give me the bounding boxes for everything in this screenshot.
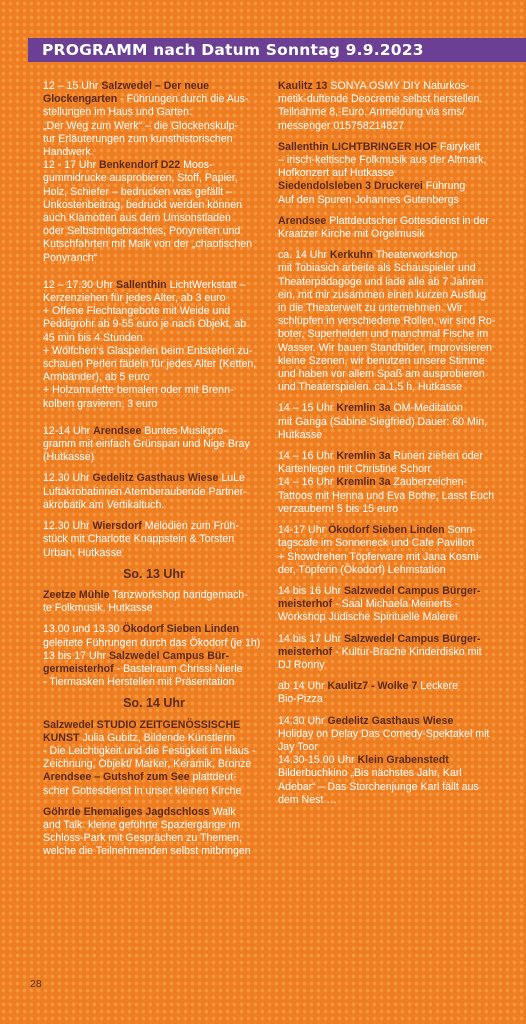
entry-line — [278, 503, 500, 516]
venue-name: Zeetze Mühle — [43, 588, 110, 601]
program-entry — [43, 806, 265, 859]
entry-text: Bio-Pizza — [278, 693, 323, 706]
entry-line — [43, 212, 265, 225]
entry-line — [278, 416, 500, 429]
entry-text: Tanzworkshop handgemach- — [109, 588, 248, 601]
entry-text: dem Nest … — [278, 793, 337, 806]
entry-line — [43, 589, 265, 602]
entry-text: 45 min bis 4 Stunden — [43, 331, 143, 344]
entry-text: Luftakrobatinnen Atemberaubende Partner- — [43, 485, 247, 498]
entry-text: + Offene Flechtangebote mit Weide und — [43, 305, 231, 318]
entry-line — [43, 623, 265, 636]
entry-text: 14.30-15.00 Uhr — [278, 754, 358, 767]
entry-line — [43, 499, 265, 512]
entry-text: Kutschfahrten mit Maik von der „chaotischen — [43, 238, 253, 251]
program-entry — [278, 680, 500, 706]
entry-text: Hofkonzert auf Hutkasse — [278, 167, 394, 180]
program-entry — [43, 279, 265, 411]
entry-text: 14 – 16 Uhr — [278, 476, 337, 489]
entry-line — [43, 520, 265, 533]
entry-line — [43, 637, 265, 650]
program-entry — [43, 719, 265, 798]
entry-line — [278, 476, 500, 489]
venue-name: Kremlin 3a — [336, 476, 391, 489]
entry-text: Kerzenziehen für jedes Alter, ab 3 euro — [43, 292, 226, 305]
entry-text: scher Gottesdienst in unser kleinen Kirche — [43, 784, 242, 797]
entry-line — [43, 93, 265, 106]
entry-line — [43, 771, 265, 784]
entry-line — [278, 402, 500, 415]
entry-line — [278, 490, 500, 503]
entry-line — [278, 328, 500, 341]
entry-line — [278, 715, 500, 728]
entry-line — [278, 80, 500, 93]
entry-line — [43, 398, 265, 411]
entry-text: „Der Weg zum Werk“ – die Glockenskulp- — [43, 119, 239, 132]
venue-name: Kerkuhn — [329, 249, 373, 262]
venue-name: Ökodorf Sieben Linden — [122, 623, 240, 636]
program-entry — [43, 472, 265, 512]
entry-line — [43, 451, 265, 464]
venue-name: meisterhof — [278, 645, 333, 658]
entry-line — [43, 345, 265, 358]
entry-line — [43, 732, 265, 745]
entry-text: mit Ganga (Sabine Siegfried) Dauer: 60 Min, — [278, 415, 488, 428]
venue-name: Kremlin 3a — [336, 450, 391, 463]
entry-line — [278, 368, 500, 381]
program-entry — [278, 450, 500, 516]
entry-line — [278, 551, 500, 564]
entry-line — [43, 806, 265, 819]
entry-line — [278, 767, 500, 780]
entry-line — [278, 249, 500, 262]
venue-name: Arendsee – Gutshof zum See — [43, 771, 190, 784]
program-entry — [43, 80, 265, 265]
entry-line — [43, 146, 265, 159]
entry-text: Tattoos mit Henna und Eva Bothe, Lasst Euch — [278, 489, 495, 502]
entry-line — [278, 585, 500, 598]
entry-text: Peddigrohr ab 9-55 euro je nach Objekt, ab — [43, 318, 247, 331]
entry-text: Leckere — [417, 680, 458, 693]
entry-line — [278, 215, 500, 228]
entry-line — [278, 355, 500, 368]
entry-line — [278, 781, 500, 794]
entry-line — [278, 564, 500, 577]
entry-text: geleitete Führungen durch das Ökodorf (je 1h) — [43, 636, 261, 649]
entry-text: Bilderbuchkino „Bis nächstes Jahr, Karl — [278, 767, 462, 780]
entry-line — [43, 318, 265, 331]
entry-text: - Führungen durch die Aus- — [117, 93, 249, 106]
entry-text: kleine Szenen, wir benutzen unsere Stimme — [278, 354, 485, 367]
venue-name: Glockengarten — [43, 93, 118, 106]
entry-line — [278, 611, 500, 624]
entry-text: stück mit Charlotte Knappstein & Torsten — [43, 533, 235, 546]
entry-text: gummidrucke ausprobieren, Stoff, Papier, — [43, 172, 238, 185]
entry-text: 13.00 und 13.30 — [43, 623, 123, 636]
entry-text: Zauberzeichen- — [390, 476, 468, 489]
entry-text: Urban, Hutkasse — [43, 546, 122, 559]
entry-text: Auf den Spuren Johannes Gutenbergs — [278, 193, 459, 206]
entry-line — [43, 172, 265, 185]
entry-line — [278, 180, 500, 193]
entry-text: Handwerk. — [43, 146, 94, 159]
entry-line — [278, 228, 500, 241]
entry-text: verzaubern! 5 bis 15 euro — [278, 502, 399, 515]
entry-text: - Tiermasken Herstellen mit Präsentation — [43, 676, 235, 689]
entry-line — [43, 252, 265, 265]
entry-text: te Folkmusik, Hutkasse — [43, 602, 153, 615]
entry-line — [278, 463, 500, 476]
entry-line — [43, 199, 265, 212]
entry-text: Jay Toor — [278, 740, 318, 753]
entry-text: - Bastelraum Chrissi Nierle — [113, 662, 243, 675]
entry-line — [278, 728, 500, 741]
venue-name: meisterhof — [278, 598, 333, 611]
entry-line — [278, 794, 500, 807]
entry-line — [278, 680, 500, 693]
entry-text: und haben vor allem Spaß am ausprobieren — [278, 368, 485, 381]
entry-text: oder Selbstmitgebrachtes, Ponyreiten und — [43, 225, 241, 238]
venue-name: Sallenthin — [116, 278, 167, 291]
entry-line — [43, 159, 265, 172]
entry-text: mit Tobiasich arbeite als Schauspieler und — [278, 262, 476, 275]
venue-name: Salzwedel Campus Bürger- — [343, 584, 481, 597]
entry-line — [278, 262, 500, 275]
entry-text: 12.30 Uhr — [43, 472, 93, 485]
entry-line — [43, 120, 265, 133]
program-entry — [43, 520, 265, 560]
entry-text: messenger 015758214827 — [278, 119, 405, 132]
venue-name: Klein Grabenstedt — [357, 754, 449, 767]
venue-name: Ökodorf Sieben Linden — [328, 524, 445, 537]
entry-text: Kraatzer Kirche mit Orgelmusik — [278, 228, 425, 241]
entry-line — [43, 133, 265, 146]
day-time-heading: So. 13 Uhr — [123, 566, 185, 581]
page-title: PROGRAMM nach Datum Sonntag 9.9.2023 — [42, 41, 424, 59]
entry-text: - Saal Michaela Meinerts - — [332, 598, 459, 611]
entry-line — [43, 663, 265, 676]
entry-line — [278, 754, 500, 767]
program-entry — [278, 402, 500, 442]
entry-text: ab 14 Uhr — [278, 680, 328, 693]
entry-text: Moos- — [180, 159, 213, 172]
entry-text: Schloss-Park mit Gesprächen zu Themen, — [43, 832, 242, 845]
entry-text: + Showdrehen Töpferware mit Jana Kosmi- — [278, 550, 482, 563]
venue-name: Göhrde Ehemaliges Jagdschloss — [43, 805, 210, 818]
venue-name: Salzwedel STUDIO ZEITGENÖSSISCHE — [43, 718, 241, 731]
entry-line — [43, 238, 265, 251]
entry-text: auch Klamotten aus dem Umsonstladen — [43, 212, 231, 225]
entry-line — [278, 289, 500, 302]
entry-text: 12 - 17 Uhr — [43, 159, 99, 172]
entry-text: Teilnahme 8,-Euro. Anmeldung via sms/ — [278, 106, 465, 119]
venue-name: Arendsee — [93, 424, 142, 437]
entry-line — [43, 650, 265, 663]
entry-line — [43, 279, 265, 292]
entry-text: Julia Gubitz, Bildende Künstlerin — [79, 731, 235, 744]
entry-text: 14 – 16 Uhr — [278, 450, 337, 463]
day-time-heading: So. 14 Uhr — [123, 696, 185, 711]
entry-text: welche die Teilnehmenden selbst mitbringen — [43, 845, 251, 858]
entry-text: stellungen im Haus und Garten: — [43, 106, 192, 119]
entry-text: Runen ziehen oder — [390, 450, 483, 463]
entry-line — [43, 547, 265, 560]
entry-line — [43, 472, 265, 485]
entry-text: kolben gravieren, 3 euro — [43, 397, 158, 410]
entry-line — [43, 832, 265, 845]
entry-text: Führung — [422, 180, 466, 193]
program-entry — [278, 215, 500, 241]
entry-text: tur Erläuterungen zum kunsthistorischen — [43, 132, 233, 145]
entry-line — [278, 659, 500, 672]
entry-line — [278, 106, 500, 119]
entry-line — [43, 371, 265, 384]
entry-text: schlüpfen in verschiedene Rollen, wir sind Ro- — [278, 315, 496, 328]
entry-line — [43, 602, 265, 615]
entry-line — [278, 633, 500, 646]
venue-name: KUNST — [43, 731, 80, 744]
entry-line — [278, 276, 500, 289]
entry-text: Armbänder), ab 5 euro — [43, 371, 150, 384]
entry-text: Plattdeutscher Gottesdienst in der — [326, 214, 489, 227]
entry-line — [43, 758, 265, 771]
entry-text: Walk — [209, 805, 236, 818]
entry-text: DJ Ronny — [278, 658, 325, 671]
entry-text: boter, Superhelden und manchmal Fische im — [278, 328, 489, 341]
venue-name: Arendsee — [278, 214, 327, 227]
venue-name: Salzwedel Campus Bürger- — [343, 632, 481, 645]
entry-text: Zeichnung, Objekt/ Marker, Keramik, Bronze — [43, 758, 252, 771]
entry-text: 12 – 17.30 Uhr — [43, 278, 117, 291]
entry-line — [278, 120, 500, 133]
entry-text: ca. 14 Uhr — [278, 249, 330, 262]
header-banner — [28, 38, 526, 62]
entry-line — [43, 292, 265, 305]
venue-name: Siedendolsleben 3 Druckerei — [278, 180, 423, 193]
entry-line — [43, 719, 265, 732]
entry-line — [43, 106, 265, 119]
entry-line — [278, 154, 500, 167]
entry-text: OM-Meditation — [390, 402, 463, 415]
entry-text: 12 – 15 Uhr — [43, 80, 102, 92]
page-number: 28 — [30, 978, 42, 990]
entry-line — [43, 186, 265, 199]
entry-text: der, Töpferin (Ökodorf) Lehmstation — [278, 563, 446, 576]
entry-line — [278, 598, 500, 611]
entry-line — [278, 381, 500, 394]
entry-line — [278, 450, 500, 463]
venue-name: Gedelitz Gasthaus Wiese — [327, 714, 454, 727]
program-entry — [278, 249, 500, 394]
entry-text: LuLe — [218, 472, 245, 485]
venue-name: germeisterhof — [43, 662, 114, 675]
entry-text: 14 – 15 Uhr — [278, 402, 337, 415]
entry-line — [43, 225, 265, 238]
entry-line — [278, 693, 500, 706]
venue-name: Salzwedel Campus Bür- — [108, 649, 230, 662]
program-entry — [43, 425, 265, 465]
entry-text: – irisch-keltische Folkmusik aus der Altmark, — [278, 154, 487, 167]
venue-name: Salzwedel – Der neue — [101, 80, 210, 92]
entry-text: 12-14 Uhr — [43, 424, 94, 437]
entry-text: Melodien zum Früh- — [141, 520, 239, 533]
entry-line — [43, 358, 265, 371]
entry-line — [43, 486, 265, 499]
entry-text: Wasser. Wir bauen Standbilder, improvisieren — [278, 341, 492, 354]
entry-text: in die Theaterwelt zu unternehmen. Wir — [278, 302, 463, 315]
entry-line — [43, 745, 265, 758]
entry-text: Holiday on Delay Das Comedy-Spektakel mit — [278, 727, 490, 740]
entry-line — [278, 524, 500, 537]
entry-line — [278, 537, 500, 550]
program-entry — [278, 585, 500, 625]
venue-name: Kaulitz 13 — [278, 80, 328, 92]
entry-line — [43, 438, 265, 451]
entry-text: Unkostenbeitrag, bedruckt werden können — [43, 198, 243, 211]
entry-line — [43, 425, 265, 438]
entry-text: plattdeut- — [189, 771, 237, 784]
venue-name: Sallenthin LICHTBRINGER HOF — [278, 140, 437, 153]
entry-text: und Theaterspielen. ca.1,5 h, Hutkasse — [278, 381, 463, 394]
entry-text: 14-17 Uhr — [278, 524, 329, 537]
entry-text: Buntes Musikpro- — [141, 424, 227, 437]
venue-name: Kaulitz7 - Wolke 7 — [327, 680, 418, 693]
entry-text: 14 bis 17 Uhr — [278, 632, 344, 645]
entry-text: (Hutkasse) — [43, 451, 95, 464]
entry-text: - Die Leichtigkeit und die Festigkeit im Haus - — [43, 744, 256, 757]
program-entry — [278, 141, 500, 207]
entry-line — [278, 93, 500, 106]
entry-text: schauen Perlen fädeln für jedes Alter (Ketten, — [43, 358, 257, 371]
entry-line — [43, 785, 265, 798]
entry-line — [43, 80, 265, 93]
entry-text: 14.30 Uhr — [278, 714, 328, 727]
entry-text: LichtWerkstatt – — [166, 278, 246, 291]
entry-text: Workshop Jüdische Spirituelle Malerei — [278, 611, 458, 624]
program-entry — [278, 715, 500, 807]
venue-name: Benkendorf D22 — [98, 159, 181, 172]
program-column-left — [43, 80, 265, 867]
entry-line — [278, 342, 500, 355]
entry-text: Hutkasse — [278, 428, 323, 441]
entry-line — [43, 676, 265, 689]
entry-line — [43, 533, 265, 546]
program-entry — [278, 633, 500, 673]
entry-text: Kartenlegen mit Christine Schorr — [278, 463, 432, 476]
entry-line — [43, 845, 265, 858]
entry-line — [278, 194, 500, 207]
program-entry — [278, 524, 500, 577]
entry-line — [278, 141, 500, 154]
entry-text: Theaterpädagoge und lade alle ab 7 Jahren — [278, 275, 484, 288]
entry-line — [278, 302, 500, 315]
entry-text: 14 bis 16 Uhr — [278, 584, 344, 597]
entry-text: 13 bis 17 Uhr — [43, 649, 109, 662]
venue-name: Gedelitz Gasthaus Wiese — [92, 472, 219, 485]
entry-text: Ponyranch“ — [43, 251, 98, 264]
entry-text: Fairykelt — [436, 140, 480, 153]
entry-text: Adebar“ – Das Storchenjunge Karl fällt aus — [278, 780, 479, 793]
entry-text: Theaterworkshop — [372, 249, 458, 262]
entry-line — [278, 429, 500, 442]
program-entry — [43, 589, 265, 615]
entry-line — [278, 741, 500, 754]
entry-text: and Talk: kleine geführte Spaziergänge im — [43, 818, 241, 831]
program-entry — [278, 80, 500, 133]
entry-line — [278, 646, 500, 659]
entry-line — [278, 167, 500, 180]
entry-text: tagscafe im Sonneneck und Cafe Pavillon — [278, 537, 475, 550]
entry-line — [43, 332, 265, 345]
program-entry — [43, 623, 265, 689]
program-column-right — [278, 80, 500, 815]
venue-name: Kremlin 3a — [336, 402, 391, 415]
venue-name: Wiersdorf — [92, 520, 142, 533]
entry-text: SONYA OSMY DIY Naturkos- — [327, 80, 470, 92]
entry-text: gramm mit einfach Grünspan und Nige Bray — [43, 438, 250, 451]
entry-line — [278, 315, 500, 328]
entry-text: Sonn- — [444, 524, 476, 537]
entry-line — [43, 305, 265, 318]
entry-line — [43, 384, 265, 397]
entry-text: ein, mit mir zusammen einen kurzen Ausflug — [278, 288, 486, 301]
entry-text: Holz, Schiefer – bedrucken was gefällt – — [43, 185, 233, 198]
entry-text: 12.30 Uhr — [43, 520, 93, 533]
entry-text: akrobatik am Vertikaltuch. — [43, 498, 165, 511]
entry-text: - Kultur-Brache Kinderdisko mit — [332, 645, 482, 658]
entry-text: + Holzamulette bemalen oder mit Brenn- — [43, 384, 234, 397]
entry-text: + Wölfchen‘s Glasperlen beim Entstehen zu- — [43, 344, 253, 357]
entry-line — [43, 819, 265, 832]
entry-text: metik-duftende Deocreme selbst herstellen. — [278, 93, 483, 106]
